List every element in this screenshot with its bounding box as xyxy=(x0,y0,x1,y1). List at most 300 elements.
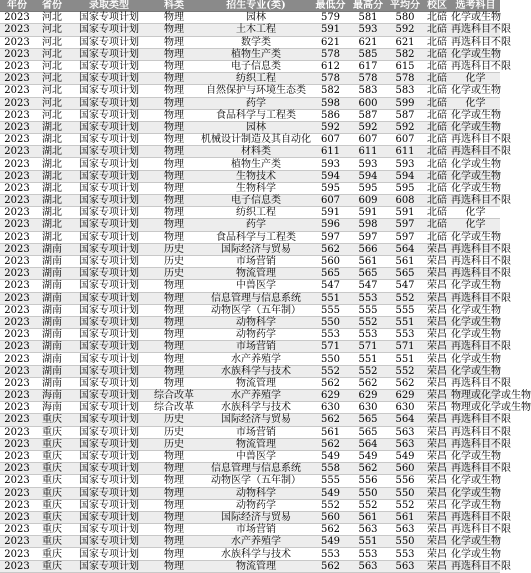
cell-avg-score: 564 xyxy=(387,414,423,426)
table-row xyxy=(0,548,500,560)
cell-max-score: 598 xyxy=(349,219,387,231)
cell-province: 重庆 xyxy=(34,426,70,438)
cell-min-score: 550 xyxy=(312,353,349,365)
cell-subject-category: 物理 xyxy=(148,207,200,219)
cell-max-score: 581 xyxy=(349,12,387,24)
cell-avg-score: 551 xyxy=(387,316,423,328)
cell-avg-score: 621 xyxy=(387,36,423,48)
cell-year: 2023 xyxy=(0,48,34,60)
header-max-score: 最高分 xyxy=(349,0,387,12)
cell-campus: 荣昌 xyxy=(423,426,451,438)
cell-subject-category: 物理 xyxy=(148,85,200,97)
table-header-row xyxy=(0,0,500,12)
cell-campus: 北碚 xyxy=(423,24,451,36)
cell-major: 土木工程 xyxy=(200,24,312,36)
cell-required-subjects: 再选科目不限 xyxy=(451,134,511,146)
cell-max-score: 562 xyxy=(349,377,387,389)
cell-min-score: 578 xyxy=(312,73,349,85)
cell-major: 园林 xyxy=(200,121,312,133)
cell-major: 动物药学 xyxy=(200,329,312,341)
header-major: 招生专业(类) xyxy=(200,0,312,12)
cell-avg-score: 630 xyxy=(387,402,423,414)
cell-subject-category: 物理 xyxy=(148,536,200,548)
cell-subject-category: 物理 xyxy=(148,109,200,121)
cell-required-subjects: 化学或生物 xyxy=(451,536,501,548)
header-avg-score: 平均分 xyxy=(387,0,423,12)
cell-subject-category: 物理 xyxy=(148,475,200,487)
cell-avg-score: 563 xyxy=(387,560,423,572)
cell-required-subjects: 化学或生物 xyxy=(451,109,501,121)
cell-admission-type: 国家专项计划 xyxy=(70,170,148,182)
cell-avg-score: 549 xyxy=(387,450,423,462)
table-row xyxy=(0,463,500,475)
cell-required-subjects: 再选科目不限 xyxy=(451,426,511,438)
cell-required-subjects: 化学或生物 xyxy=(451,85,501,97)
cell-avg-score: 563 xyxy=(387,438,423,450)
cell-admission-type: 国家专项计划 xyxy=(70,499,148,511)
cell-campus: 荣昌 xyxy=(423,475,451,487)
cell-major: 机械设计制造及其自动化 xyxy=(201,134,311,146)
cell-campus: 北碚 xyxy=(423,231,451,243)
cell-year: 2023 xyxy=(0,134,34,146)
cell-campus: 北碚 xyxy=(423,170,451,182)
cell-province: 河北 xyxy=(34,12,70,24)
cell-avg-score: 597 xyxy=(387,231,423,243)
table-row xyxy=(0,450,500,462)
table-row xyxy=(0,231,500,243)
cell-province: 湖北 xyxy=(34,231,70,243)
cell-required-subjects: 化学或生物 xyxy=(451,316,501,328)
cell-min-score: 549 xyxy=(312,487,349,499)
cell-campus: 荣昌 xyxy=(423,414,451,426)
table-row xyxy=(0,438,500,450)
table-row xyxy=(0,12,500,24)
cell-province: 重庆 xyxy=(34,475,70,487)
cell-campus: 荣昌 xyxy=(423,304,451,316)
cell-max-score: 551 xyxy=(349,353,387,365)
cell-province: 重庆 xyxy=(34,548,70,560)
table-row xyxy=(0,377,500,389)
cell-subject-category: 物理 xyxy=(148,231,200,243)
cell-avg-score: 550 xyxy=(387,487,423,499)
cell-subject-category: 历史 xyxy=(148,255,200,267)
cell-campus: 荣昌 xyxy=(423,268,451,280)
cell-province: 湖南 xyxy=(34,341,70,353)
cell-year: 2023 xyxy=(0,36,34,48)
header-campus: 校区 xyxy=(423,0,451,12)
cell-major: 药学 xyxy=(200,97,312,109)
cell-major: 自然保护与环境生态类 xyxy=(200,85,312,97)
cell-max-score: 597 xyxy=(349,231,387,243)
cell-subject-category: 物理 xyxy=(148,304,200,316)
cell-admission-type: 国家专项计划 xyxy=(70,475,148,487)
cell-avg-score: 560 xyxy=(387,463,423,475)
cell-province: 湖南 xyxy=(34,365,70,377)
cell-province: 湖南 xyxy=(34,280,70,292)
cell-major: 水族科学与技术 xyxy=(200,402,312,414)
cell-campus: 北碚 xyxy=(423,12,451,24)
cell-subject-category: 物理 xyxy=(148,158,200,170)
cell-province: 湖南 xyxy=(34,255,70,267)
cell-year: 2023 xyxy=(0,511,34,523)
cell-province: 河北 xyxy=(34,48,70,60)
cell-avg-score: 578 xyxy=(387,73,423,85)
cell-province: 湖北 xyxy=(34,195,70,207)
cell-avg-score: 565 xyxy=(387,268,423,280)
cell-required-subjects: 化学或生物 xyxy=(451,48,501,60)
cell-max-score: 550 xyxy=(349,487,387,499)
cell-admission-type: 国家专项计划 xyxy=(70,280,148,292)
cell-max-score: 583 xyxy=(349,85,387,97)
cell-year: 2023 xyxy=(0,499,34,511)
cell-min-score: 629 xyxy=(312,390,349,402)
cell-subject-category: 物理 xyxy=(148,341,200,353)
cell-year: 2023 xyxy=(0,450,34,462)
cell-year: 2023 xyxy=(0,121,34,133)
cell-min-score: 591 xyxy=(312,24,349,36)
cell-year: 2023 xyxy=(0,548,34,560)
cell-major: 水产养殖学 xyxy=(200,353,312,365)
cell-required-subjects: 化学或生物 xyxy=(451,451,501,463)
cell-major: 水产养殖学 xyxy=(200,390,312,402)
cell-campus: 荣昌 xyxy=(423,341,451,353)
cell-required-subjects: 再选科目不限 xyxy=(451,195,511,207)
cell-subject-category: 历史 xyxy=(148,268,200,280)
cell-campus: 北碚 xyxy=(423,85,451,97)
cell-province: 湖北 xyxy=(34,219,70,231)
cell-province: 重庆 xyxy=(34,450,70,462)
cell-min-score: 579 xyxy=(312,12,349,24)
cell-major: 国际经济与贸易 xyxy=(200,511,312,523)
table-row xyxy=(0,170,500,182)
cell-year: 2023 xyxy=(0,255,34,267)
cell-avg-score: 592 xyxy=(387,24,423,36)
cell-campus: 荣昌 xyxy=(423,365,451,377)
cell-subject-category: 物理 xyxy=(148,377,200,389)
table-row xyxy=(0,48,500,60)
cell-admission-type: 国家专项计划 xyxy=(70,304,148,316)
cell-campus: 北碚 xyxy=(423,97,451,109)
cell-year: 2023 xyxy=(0,109,34,121)
cell-campus: 荣昌 xyxy=(423,548,451,560)
cell-province: 湖北 xyxy=(34,146,70,158)
cell-year: 2023 xyxy=(0,426,34,438)
cell-province: 海南 xyxy=(34,402,70,414)
cell-admission-type: 国家专项计划 xyxy=(70,402,148,414)
cell-avg-score: 561 xyxy=(387,255,423,267)
cell-min-score: 551 xyxy=(312,292,349,304)
cell-max-score: 561 xyxy=(349,511,387,523)
cell-required-subjects: 化学或生物 xyxy=(451,548,501,560)
cell-admission-type: 国家专项计划 xyxy=(70,243,148,255)
cell-admission-type: 国家专项计划 xyxy=(70,414,148,426)
table-row xyxy=(0,365,500,377)
cell-campus: 荣昌 xyxy=(423,353,451,365)
cell-year: 2023 xyxy=(0,60,34,72)
cell-max-score: 595 xyxy=(349,182,387,194)
cell-year: 2023 xyxy=(0,365,34,377)
table-row xyxy=(0,134,500,146)
cell-admission-type: 国家专项计划 xyxy=(70,487,148,499)
cell-campus: 荣昌 xyxy=(423,292,451,304)
cell-max-score: 556 xyxy=(349,475,387,487)
cell-year: 2023 xyxy=(0,243,34,255)
table-row xyxy=(0,414,500,426)
cell-campus: 荣昌 xyxy=(423,390,451,402)
cell-campus: 北碚 xyxy=(423,146,451,158)
cell-campus: 荣昌 xyxy=(423,463,451,475)
cell-required-subjects: 化学或生物 xyxy=(451,365,501,377)
table-row xyxy=(0,341,500,353)
cell-max-score: 562 xyxy=(349,463,387,475)
table-row xyxy=(0,109,500,121)
table-row xyxy=(0,499,500,511)
cell-max-score: 555 xyxy=(349,304,387,316)
cell-major: 园林 xyxy=(200,12,312,24)
table-row xyxy=(0,243,500,255)
cell-admission-type: 国家专项计划 xyxy=(70,329,148,341)
cell-min-score: 607 xyxy=(312,134,349,146)
cell-campus: 荣昌 xyxy=(423,536,451,548)
cell-min-score: 565 xyxy=(312,268,349,280)
cell-max-score: 563 xyxy=(349,524,387,536)
table-row xyxy=(0,487,500,499)
cell-province: 河北 xyxy=(34,109,70,121)
cell-major: 物流管理 xyxy=(200,377,312,389)
cell-year: 2023 xyxy=(0,182,34,194)
cell-min-score: 552 xyxy=(312,499,349,511)
cell-required-subjects: 化学或生物 xyxy=(451,304,501,316)
table-row xyxy=(0,255,500,267)
table-row xyxy=(0,24,500,36)
cell-province: 重庆 xyxy=(34,560,70,572)
cell-subject-category: 物理 xyxy=(148,12,200,24)
cell-province: 河北 xyxy=(34,97,70,109)
cell-required-subjects: 再选科目不限 xyxy=(451,61,511,73)
cell-avg-score: 615 xyxy=(387,60,423,72)
cell-required-subjects: 再选科目不限 xyxy=(451,256,511,268)
cell-admission-type: 国家专项计划 xyxy=(70,524,148,536)
cell-required-subjects: 再选科目不限 xyxy=(451,463,511,475)
cell-campus: 北碚 xyxy=(423,60,451,72)
cell-major: 物流管理 xyxy=(200,560,312,572)
cell-min-score: 621 xyxy=(312,36,349,48)
cell-year: 2023 xyxy=(0,195,34,207)
table-row xyxy=(0,207,500,219)
cell-major: 水产养殖学 xyxy=(200,536,312,548)
cell-avg-score: 553 xyxy=(387,329,423,341)
cell-campus: 北碚 xyxy=(423,207,451,219)
cell-subject-category: 物理 xyxy=(148,121,200,133)
cell-min-score: 578 xyxy=(312,48,349,60)
cell-admission-type: 国家专项计划 xyxy=(70,390,148,402)
cell-year: 2023 xyxy=(0,219,34,231)
cell-min-score: 549 xyxy=(312,536,349,548)
cell-major: 植物生产类 xyxy=(200,158,312,170)
cell-province: 湖北 xyxy=(34,170,70,182)
cell-year: 2023 xyxy=(0,377,34,389)
cell-admission-type: 国家专项计划 xyxy=(70,219,148,231)
cell-max-score: 609 xyxy=(349,195,387,207)
cell-province: 湖北 xyxy=(34,158,70,170)
cell-min-score: 595 xyxy=(312,182,349,194)
cell-admission-type: 国家专项计划 xyxy=(70,121,148,133)
cell-required-subjects: 再选科目不限 xyxy=(451,268,511,280)
header-admission-type: 录取类型 xyxy=(70,0,148,12)
cell-max-score: 549 xyxy=(349,450,387,462)
cell-subject-category: 历史 xyxy=(148,243,200,255)
cell-max-score: 600 xyxy=(349,97,387,109)
cell-avg-score: 552 xyxy=(387,292,423,304)
cell-admission-type: 国家专项计划 xyxy=(70,548,148,560)
cell-subject-category: 物理 xyxy=(148,280,200,292)
cell-campus: 荣昌 xyxy=(423,280,451,292)
cell-avg-score: 595 xyxy=(387,182,423,194)
cell-campus: 北碚 xyxy=(423,109,451,121)
cell-min-score: 611 xyxy=(312,146,349,158)
cell-campus: 北碚 xyxy=(423,158,451,170)
cell-avg-score: 551 xyxy=(387,353,423,365)
table-row xyxy=(0,195,500,207)
table-row xyxy=(0,402,500,414)
cell-admission-type: 国家专项计划 xyxy=(70,560,148,572)
cell-required-subjects: 化学或生物 xyxy=(451,170,501,182)
cell-max-score: 591 xyxy=(349,207,387,219)
header-required-subjects: 选考科目 xyxy=(451,0,500,12)
cell-required-subjects: 再选科目不限 xyxy=(451,24,511,36)
cell-province: 湖北 xyxy=(34,207,70,219)
cell-admission-type: 国家专项计划 xyxy=(70,438,148,450)
cell-campus: 荣昌 xyxy=(423,438,451,450)
cell-major: 中兽医学 xyxy=(200,280,312,292)
cell-campus: 北碚 xyxy=(423,121,451,133)
cell-required-subjects: 化学 xyxy=(451,97,500,109)
cell-subject-category: 物理 xyxy=(148,365,200,377)
cell-min-score: 582 xyxy=(312,85,349,97)
cell-campus: 荣昌 xyxy=(423,487,451,499)
cell-required-subjects: 化学或生物 xyxy=(451,231,501,243)
cell-year: 2023 xyxy=(0,304,34,316)
cell-province: 湖南 xyxy=(34,353,70,365)
cell-year: 2023 xyxy=(0,12,34,24)
cell-required-subjects: 化学或生物 xyxy=(451,158,501,170)
cell-province: 重庆 xyxy=(34,414,70,426)
cell-required-subjects: 再选科目不限 xyxy=(451,524,511,536)
cell-admission-type: 国家专项计划 xyxy=(70,511,148,523)
cell-year: 2023 xyxy=(0,536,34,548)
cell-province: 重庆 xyxy=(34,499,70,511)
cell-min-score: 597 xyxy=(312,231,349,243)
cell-max-score: 617 xyxy=(349,60,387,72)
cell-admission-type: 国家专项计划 xyxy=(70,255,148,267)
cell-province: 河北 xyxy=(34,24,70,36)
cell-subject-category: 物理 xyxy=(148,134,200,146)
cell-min-score: 586 xyxy=(312,109,349,121)
cell-major: 食品科学与工程类 xyxy=(200,231,312,243)
cell-avg-score: 582 xyxy=(387,48,423,60)
cell-year: 2023 xyxy=(0,475,34,487)
cell-required-subjects: 再选科目不限 xyxy=(451,243,511,255)
cell-province: 河北 xyxy=(34,60,70,72)
cell-required-subjects: 再选科目不限 xyxy=(451,146,511,158)
cell-min-score: 553 xyxy=(312,548,349,560)
cell-province: 海南 xyxy=(34,390,70,402)
cell-max-score: 565 xyxy=(349,414,387,426)
cell-subject-category: 物理 xyxy=(148,170,200,182)
cell-major: 动物医学（五年制） xyxy=(200,304,312,316)
cell-year: 2023 xyxy=(0,414,34,426)
cell-admission-type: 国家专项计划 xyxy=(70,146,148,158)
cell-max-score: 553 xyxy=(349,292,387,304)
table-row xyxy=(0,475,500,487)
cell-admission-type: 国家专项计划 xyxy=(70,353,148,365)
cell-avg-score: 555 xyxy=(387,304,423,316)
cell-subject-category: 物理 xyxy=(148,487,200,499)
cell-major: 水族科学与技术 xyxy=(200,548,312,560)
cell-subject-category: 历史 xyxy=(148,426,200,438)
table-row xyxy=(0,60,500,72)
cell-subject-category: 物理 xyxy=(148,499,200,511)
cell-avg-score: 552 xyxy=(387,499,423,511)
cell-max-score: 547 xyxy=(349,280,387,292)
cell-max-score: 593 xyxy=(349,158,387,170)
cell-major: 动物科学 xyxy=(200,487,312,499)
cell-major: 纺织工程 xyxy=(200,73,312,85)
header-year: 年份 xyxy=(0,0,34,12)
cell-required-subjects: 物理或化学或生物 xyxy=(451,390,531,402)
cell-admission-type: 国家专项计划 xyxy=(70,85,148,97)
cell-major: 市场营销 xyxy=(200,255,312,267)
cell-province: 湖南 xyxy=(34,268,70,280)
cell-min-score: 562 xyxy=(312,414,349,426)
table-body xyxy=(0,12,531,573)
cell-admission-type: 国家专项计划 xyxy=(70,60,148,72)
cell-major: 生物技术 xyxy=(200,170,312,182)
cell-avg-score: 564 xyxy=(387,243,423,255)
cell-campus: 北碚 xyxy=(423,36,451,48)
cell-max-score: 593 xyxy=(349,24,387,36)
cell-min-score: 598 xyxy=(312,97,349,109)
cell-required-subjects: 再选科目不限 xyxy=(451,341,511,353)
cell-year: 2023 xyxy=(0,280,34,292)
cell-min-score: 591 xyxy=(312,207,349,219)
table-row xyxy=(0,511,500,523)
cell-campus: 荣昌 xyxy=(423,560,451,572)
cell-province: 河北 xyxy=(34,85,70,97)
cell-required-subjects: 化学 xyxy=(451,73,500,85)
cell-major: 植物生产类 xyxy=(200,48,312,60)
cell-province: 重庆 xyxy=(34,487,70,499)
cell-province: 湖南 xyxy=(34,304,70,316)
cell-year: 2023 xyxy=(0,73,34,85)
cell-required-subjects: 化学或生物 xyxy=(451,12,501,24)
cell-province: 湖南 xyxy=(34,377,70,389)
cell-campus: 北碚 xyxy=(423,134,451,146)
cell-admission-type: 国家专项计划 xyxy=(70,536,148,548)
cell-province: 湖南 xyxy=(34,316,70,328)
cell-year: 2023 xyxy=(0,316,34,328)
cell-subject-category: 物理 xyxy=(148,329,200,341)
cell-avg-score: 561 xyxy=(387,511,423,523)
cell-required-subjects: 化学或生物 xyxy=(451,487,501,499)
cell-subject-category: 历史 xyxy=(148,438,200,450)
cell-required-subjects: 再选科目不限 xyxy=(451,292,511,304)
cell-campus: 北碚 xyxy=(423,182,451,194)
cell-max-score: 565 xyxy=(349,426,387,438)
cell-avg-score: 563 xyxy=(387,524,423,536)
cell-major: 市场营销 xyxy=(200,524,312,536)
cell-province: 重庆 xyxy=(34,536,70,548)
